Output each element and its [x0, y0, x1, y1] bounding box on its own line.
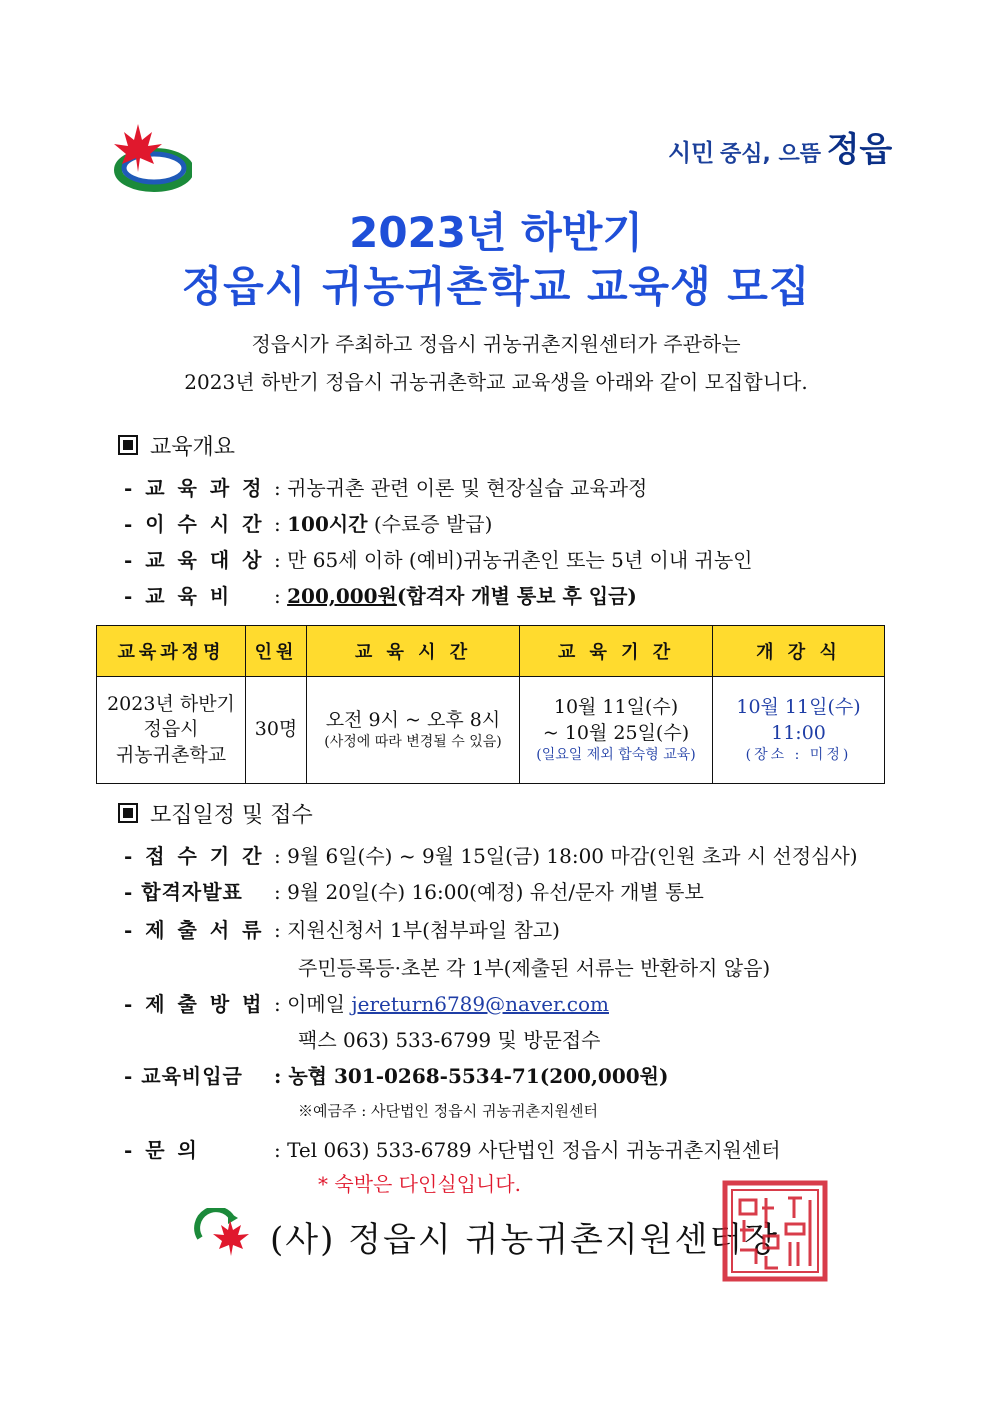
overview-heading-text: 교육개요 [150, 435, 236, 460]
recruit-value: : 9월 20일(수) 16:00(예정) 유선/문자 개별 통보 [274, 880, 704, 904]
title-line-2: 정읍시 귀농귀촌학교 교육생 모집 [181, 262, 811, 311]
course-period-note: (일요일 제외 합숙형 교육) [536, 747, 696, 764]
course-name-cell [97, 677, 246, 784]
overview-value-prefix: : [274, 512, 288, 536]
recruit-label: - 합격자발표 [124, 880, 243, 904]
recruit-label: - 교육비입금 [124, 1064, 243, 1088]
maple-leaf-logo-icon [108, 118, 192, 196]
course-time-note: (사정에 따라 변경될 수 있음) [324, 734, 502, 751]
recruit-method-line-2: 팩스 063) 533-6799 및 방문접수 [298, 1028, 601, 1052]
overview-value-rest: (수료증 발급) [367, 512, 493, 536]
email-link[interactable]: jereturn6789@naver.com [351, 992, 609, 1016]
opening-datetime: 10월 11일(수) 11:00 [736, 695, 861, 744]
overview-row-target [124, 544, 752, 573]
recruit-row-method [124, 988, 609, 1017]
recruit-docs-line-2: 주민등록등·초본 각 1부(제출된 서류는 반환하지 않음) [298, 956, 771, 980]
course-period-cell [520, 677, 713, 784]
official-seal-stamp-icon [722, 1180, 828, 1282]
recruit-label: - 문 의 [124, 1138, 200, 1162]
overview-value-rest: (합격자 개별 통보 후 입금) [396, 584, 637, 608]
course-table [96, 625, 885, 784]
recruit-label: - 제 출 방 법 [124, 992, 265, 1016]
payment-account-holder: ※예금주 : 사단법인 정읍시 귀농귀촌지원센터 [298, 1102, 598, 1120]
course-name-line: 귀농귀촌학교 [115, 743, 227, 766]
square-bullet-icon [118, 435, 138, 455]
recruit-value: : Tel 063) 533-6789 사단법인 정읍시 귀농귀촌지원센터 [274, 1138, 781, 1162]
opening-place: (장소 : 미정) [745, 747, 852, 764]
lodging-note: * 숙박은 다인실입니다. [318, 1172, 521, 1196]
recruit-method-prefix: : 이메일 [274, 992, 352, 1016]
recruit-row-period [124, 840, 858, 869]
course-period-end: ~ 10월 25일(수) [542, 721, 690, 744]
recruit-label: - 접 수 기 간 [124, 844, 265, 868]
table-header: 인원 [246, 626, 307, 677]
recruit-heading [118, 798, 313, 829]
overview-value: : 귀농귀촌 관련 이론 및 현장실습 교육과정 [274, 476, 648, 500]
overview-row-fee [124, 580, 637, 609]
slogan-part-2: 중심, 으뜸 [719, 142, 821, 167]
overview-label: - 이 수 시 간 [124, 512, 265, 536]
overview-row-hours [124, 508, 492, 537]
table-row [97, 677, 885, 784]
recruit-value: : 9월 6일(수) ~ 9월 15일(금) 18:00 마감(인원 초과 시 선정심사) [274, 844, 858, 868]
intro-line-1: 정읍시가 주최하고 정읍시 귀농귀촌지원센터가 주관하는 [251, 332, 741, 356]
intro-line-2: 2023년 하반기 정읍시 귀농귀촌학교 교육생을 아래와 같이 모집합니다. [184, 370, 808, 394]
recruit-value: : 농협 301-0268-5534-71(200,000원) [274, 1064, 669, 1088]
opening-cell [713, 677, 885, 784]
slogan-part-3: 정읍 [826, 130, 893, 170]
recruit-row-announce [124, 876, 704, 905]
overview-label: - 교 육 비 [124, 584, 233, 608]
overview-value-prefix: : [274, 584, 288, 608]
course-name-line: 2023년 하반기 [107, 692, 235, 715]
course-period-start: 10월 11일(수) [553, 695, 679, 718]
overview-heading [118, 430, 235, 461]
table-header: 교육과정명 [97, 626, 246, 677]
overview-value-bold: 100시간 [287, 512, 368, 536]
recruit-label: - 제 출 서 류 [124, 918, 265, 942]
square-bullet-icon [118, 803, 138, 823]
table-header: 교 육 기 간 [520, 626, 713, 677]
table-header: 교 육 시 간 [307, 626, 520, 677]
overview-value-bold: 200,000원 [287, 584, 397, 608]
recruit-row-docs [124, 914, 560, 943]
course-name-line: 정읍시 [143, 718, 199, 741]
course-count-cell: 30명 [246, 677, 307, 784]
table-header: 개 강 식 [713, 626, 885, 677]
title-line-1: 2023년 하반기 [349, 208, 643, 257]
signature-line: (사) 정읍시 귀농귀촌지원센터장 [270, 1220, 780, 1260]
recruit-row-payment [124, 1060, 668, 1089]
overview-value: : 만 65세 이하 (예비)귀농귀촌인 또는 5년 이내 귀농인 [274, 548, 753, 572]
overview-row-course [124, 472, 647, 501]
city-slogan [668, 122, 892, 171]
recruit-heading-text: 모집일정 및 접수 [150, 803, 313, 828]
course-time-cell [307, 677, 520, 784]
table-header-row [97, 626, 885, 677]
recruit-value: : 지원신청서 1부(첨부파일 참고) [274, 918, 560, 942]
course-time: 오전 9시 ~ 오후 8시 [325, 708, 501, 731]
overview-label: - 교 육 과 정 [124, 476, 265, 500]
overview-label: - 교 육 대 상 [124, 548, 265, 572]
recruit-row-contact [124, 1134, 781, 1163]
slogan-part-1: 시민 [668, 139, 715, 167]
organization-logo-icon [192, 1208, 254, 1258]
